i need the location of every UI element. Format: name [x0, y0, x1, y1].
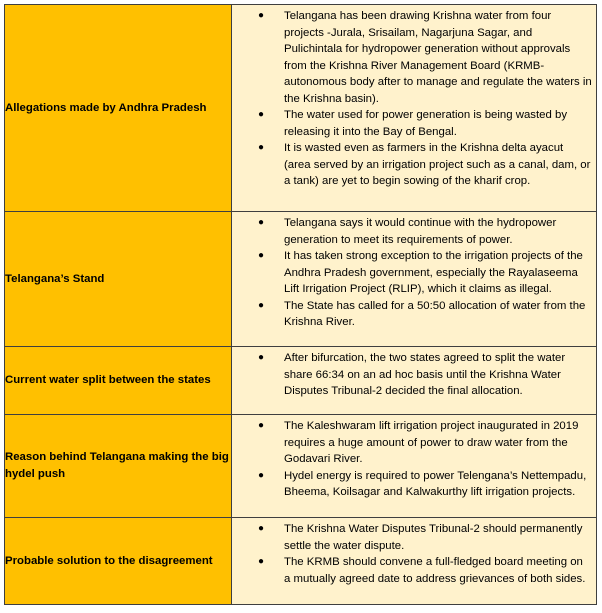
bullet-icon: ● — [258, 523, 265, 534]
list-item-text: Telangana has been drawing Krishna water from four projects -Jurala, Srisailam, Nagarjuna Sagar, and Pulichintala for hydropower generation without approvals from the Krishna River Management Board (KRMB- autonomous body after to manage and regulate the waters in the Krishna basin). — [284, 10, 592, 105]
row-content — [232, 347, 597, 415]
bullet-list — [232, 212, 596, 334]
list-item — [232, 468, 592, 501]
list-item — [232, 107, 592, 140]
list-item-text: It is wasted even as farmers in the Krishna delta ayacut (area served by an irrigation project such as a canal, dam, or a tank) are yet to begin sowing of the kharif crop. — [284, 142, 591, 187]
row-heading: Allegations made by Andhra Pradesh — [5, 5, 232, 212]
row-heading: Probable solution to the disagreement — [5, 518, 232, 605]
bullet-icon: ● — [258, 250, 265, 261]
list-item-text: The KRMB should convene a full-fledged board meeting on a mutually agreed date to address grievances of both sides. — [284, 556, 586, 585]
list-item-text: After bifurcation, the two states agreed to split the water share 66:34 on an ad hoc basis until the Krishna Water Disputes Tribunal-2 decided the final allocation. — [284, 352, 566, 397]
row-heading: Reason behind Telangana making the big hydel push — [5, 415, 232, 518]
bullet-icon: ● — [258, 299, 265, 311]
row-content — [232, 5, 597, 212]
table-row — [5, 5, 597, 212]
table-row — [5, 212, 597, 347]
row-content — [232, 415, 597, 518]
row-heading: Current water split between the states — [5, 347, 232, 415]
table-row — [5, 347, 597, 415]
bullet-icon: ● — [258, 109, 265, 120]
bullet-list — [232, 518, 596, 590]
bullet-icon: ● — [258, 420, 265, 431]
table-row — [5, 415, 597, 518]
bullet-list — [232, 415, 596, 504]
bullet-icon: ● — [258, 352, 265, 363]
list-item — [232, 140, 592, 190]
list-item — [232, 350, 592, 400]
bullet-list — [232, 347, 596, 403]
bullet-icon: ● — [258, 10, 265, 21]
list-item-text: The Kaleshwaram lift irrigation project inaugurated in 2019 requires a huge amount of power to draw water from the Godavari River. — [284, 420, 579, 465]
row-content — [232, 212, 597, 347]
row-content — [232, 518, 597, 605]
list-item-text: The Krishna Water Disputes Tribunal-2 should permanently settle the water dispute. — [284, 523, 583, 552]
list-item — [232, 521, 592, 554]
list-item-text: Hydel energy is required to power Telengana’s Nettempadu, Bheema, Koilsagar and Kalwakurthy lift irrigation projects. — [284, 469, 587, 498]
info-table — [4, 4, 597, 605]
table-row — [5, 518, 597, 605]
bullet-icon: ● — [258, 217, 265, 228]
list-item — [232, 418, 592, 468]
list-item — [232, 554, 592, 587]
list-item — [232, 215, 592, 248]
list-item-text: The State has called for a 50:50 allocation of water from the Krishna River. — [284, 299, 586, 328]
bullet-icon: ● — [258, 469, 265, 481]
list-item — [232, 8, 592, 107]
bullet-icon: ● — [258, 142, 265, 153]
bullet-list — [232, 5, 596, 193]
list-item — [232, 248, 592, 298]
bullet-icon: ● — [258, 556, 265, 567]
row-heading: Telangana’s Stand — [5, 212, 232, 347]
list-item-text: Telangana says it would continue with the hydropower generation to meet its requirements of power. — [284, 217, 557, 246]
list-item-text: It has taken strong exception to the irrigation projects of the Andhra Pradesh government, especially the Rayalaseema Lift Irrigation Project (RLIP), which it claims as illegal. — [284, 250, 583, 295]
list-item-text: The water used for power generation is being wasted by releasing it into the Bay of Bengal. — [284, 109, 568, 138]
list-item — [232, 298, 592, 331]
